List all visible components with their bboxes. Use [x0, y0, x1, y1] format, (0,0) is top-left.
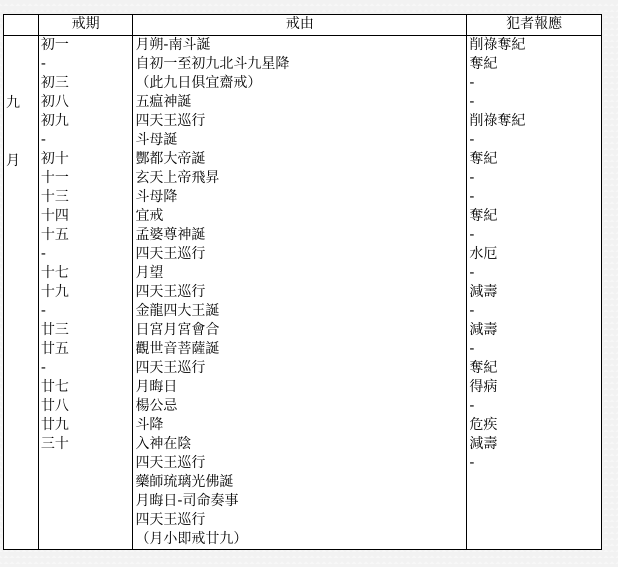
date-entry: 初八 — [40, 94, 69, 110]
reason-entry: 四天王巡行 — [135, 360, 206, 376]
punishment-entry: - — [469, 170, 475, 186]
punishment-entry: - — [469, 265, 475, 281]
punishment-entry — [469, 530, 599, 549]
date-entry: 初一 — [40, 37, 69, 53]
punishment-entry — [469, 511, 599, 530]
reason-entry: 四天王巡行 — [135, 113, 206, 129]
reason-entry: （月小即戒廿九） — [135, 531, 248, 547]
date-entry: - — [40, 56, 46, 72]
date-entry: 廿五 — [40, 341, 69, 357]
reason-entry: 觀世音菩薩誕 — [135, 341, 220, 357]
punishment-entry: - — [469, 227, 475, 243]
punishment-entry: 奪紀 — [469, 208, 498, 224]
date-entry — [41, 530, 131, 549]
reason-entry: （此九日俱宜齋戒） — [135, 75, 262, 91]
date-entry: 廿八 — [40, 398, 69, 414]
table-header-row — [4, 15, 602, 36]
date-entry: 十五 — [40, 227, 69, 243]
table-body-row — [4, 36, 602, 550]
date-entry: 初九 — [40, 113, 69, 129]
punishment-entry: 削祿奪紀 — [469, 37, 526, 53]
reason-entry: 五瘟神誕 — [135, 94, 192, 110]
punishment-entry: 奪紀 — [469, 360, 498, 376]
reason-entry: 月朔-南斗誕 — [135, 37, 211, 53]
date-entry: 三十 — [40, 436, 69, 452]
date-entry: 廿九 — [40, 417, 69, 433]
date-entry — [41, 492, 131, 511]
date-entry: - — [40, 360, 46, 376]
punishment-entry: 削祿奪紀 — [469, 113, 526, 129]
date-entry — [41, 454, 131, 473]
punishment-entry: - — [469, 189, 475, 205]
date-entry: 十四 — [40, 208, 69, 224]
punishment-entry — [469, 473, 599, 492]
reason-entry: 金龍四大王誕 — [135, 303, 220, 319]
reason-entry: 斗母誕 — [135, 132, 178, 148]
punishment-entry — [469, 492, 599, 511]
reason-entry: 孟婆尊神誕 — [135, 227, 206, 243]
date-entry: 十九 — [40, 284, 69, 300]
punishment-entry: - — [469, 75, 475, 91]
reason-entry: 四天王巡行 — [135, 455, 206, 471]
date-entry: 十七 — [40, 265, 69, 281]
reason-entry: 月望 — [135, 265, 164, 281]
date-entry — [41, 473, 131, 492]
header-reason: 戒由 — [133, 15, 467, 36]
punishment-entry: - — [469, 455, 475, 471]
header-blank — [4, 15, 39, 36]
date-column — [38, 36, 133, 550]
date-entry: - — [40, 303, 46, 319]
reason-entry: 日宮月宮會合 — [135, 322, 220, 338]
date-entry: 廿三 — [40, 322, 69, 338]
month-char-nine: 九 — [6, 95, 20, 111]
date-entry: 十三 — [40, 189, 69, 205]
date-entry: 初十 — [40, 151, 69, 167]
date-entry: 廿七 — [40, 379, 69, 395]
month-char-month: 月 — [6, 153, 20, 169]
punishment-entry: - — [469, 341, 475, 357]
observance-table — [3, 14, 602, 550]
reason-entry: 自初一至初九北斗九星降 — [135, 56, 290, 72]
punishment-entry: 得病 — [469, 379, 498, 395]
punishment-entry: 奪紀 — [469, 56, 498, 72]
punishment-column — [467, 36, 602, 550]
table-container — [3, 14, 602, 551]
punishment-entry: - — [469, 132, 475, 148]
reason-entry: 四天王巡行 — [135, 284, 206, 300]
punishment-entry: - — [469, 94, 475, 110]
month-cell — [4, 36, 39, 550]
reason-entry: 藥師琉璃光佛誕 — [135, 474, 234, 490]
punishment-entry: 減壽 — [469, 322, 498, 338]
reason-entry: 玄天上帝飛昇 — [135, 170, 220, 186]
reason-entry: 月晦日 — [135, 379, 178, 395]
reason-entry: 月晦日-司命奏事 — [135, 493, 239, 509]
date-entry: 十一 — [40, 170, 69, 186]
date-entry: - — [40, 246, 46, 262]
reason-entry: 入神在陰 — [135, 436, 192, 452]
reason-entry: 斗母降 — [135, 189, 178, 205]
punishment-entry: 減壽 — [469, 436, 498, 452]
reason-entry: 宜戒 — [135, 208, 164, 224]
reason-entry: 楊公忌 — [135, 398, 178, 414]
reason-entry: 四天王巡行 — [135, 512, 206, 528]
reason-entry: 斗降 — [135, 417, 164, 433]
header-punishment: 犯者報應 — [467, 15, 602, 36]
reason-entry: 四天王巡行 — [135, 246, 206, 262]
punishment-entry: 減壽 — [469, 284, 498, 300]
reason-column — [133, 36, 467, 550]
date-entry: 初三 — [40, 75, 69, 91]
reason-entry: 酆都大帝誕 — [135, 151, 206, 167]
punishment-entry: 危疾 — [469, 417, 498, 433]
punishment-entry: - — [469, 303, 475, 319]
date-entry: - — [40, 132, 46, 148]
punishment-entry: - — [469, 398, 475, 414]
header-date: 戒期 — [38, 15, 133, 36]
punishment-entry: 水厄 — [469, 246, 498, 262]
date-entry — [41, 511, 131, 530]
punishment-entry: 奪紀 — [469, 151, 498, 167]
